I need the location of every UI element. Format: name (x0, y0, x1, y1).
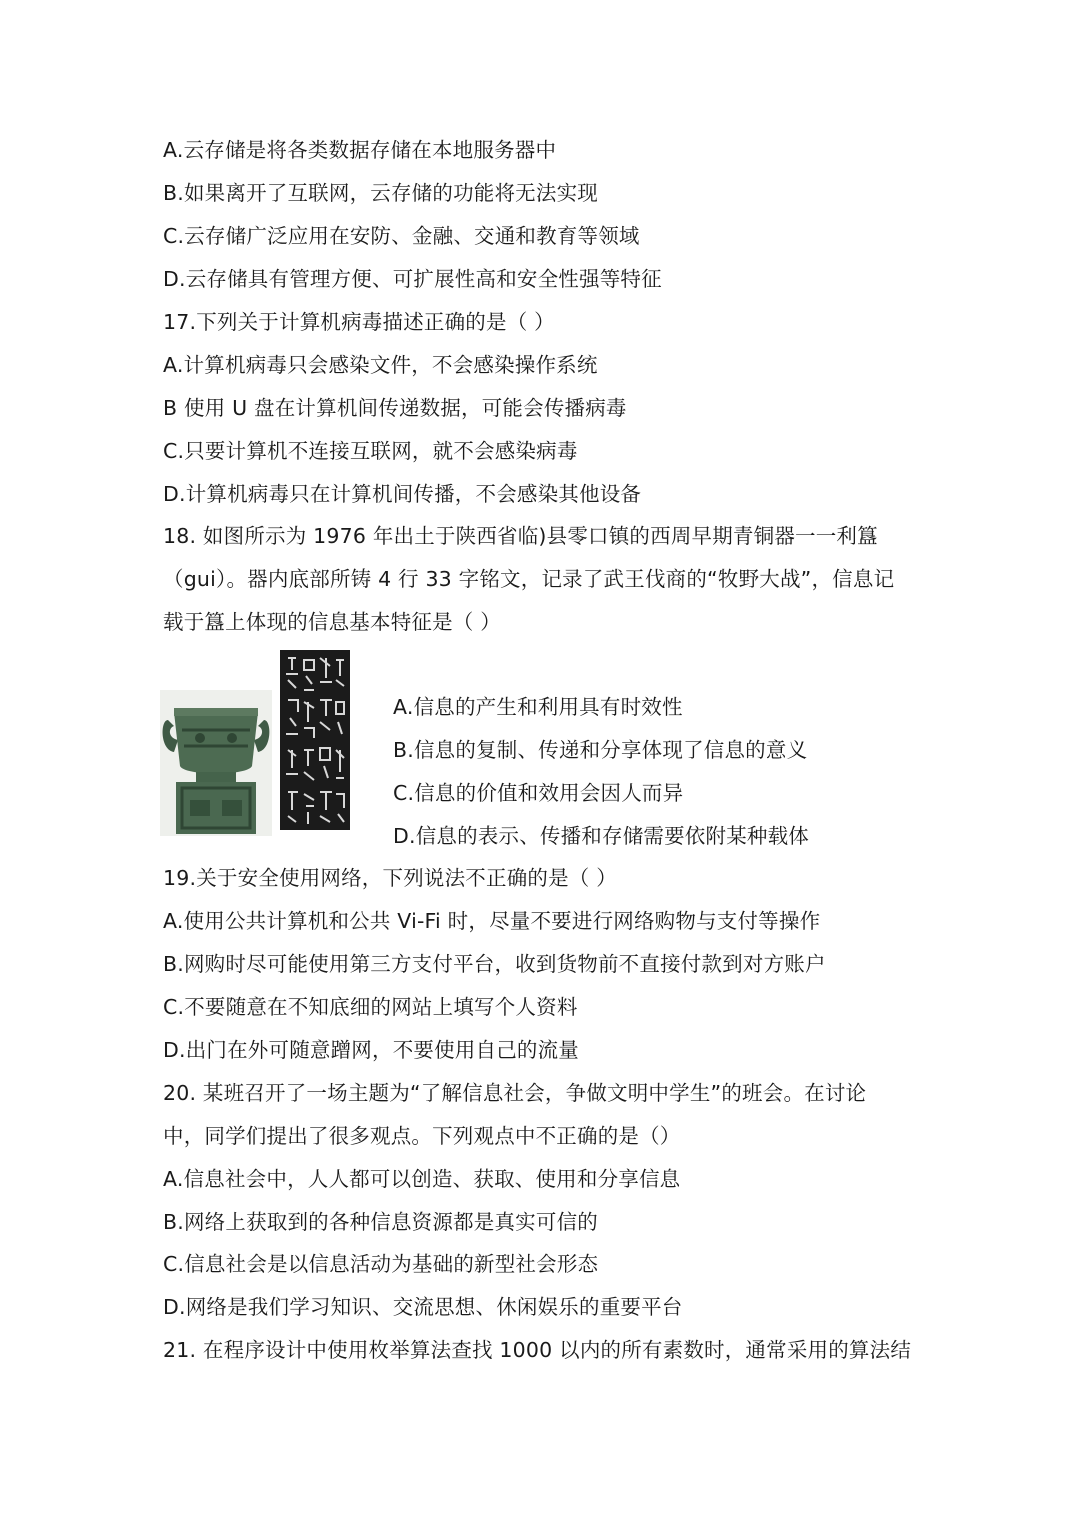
question-20-cont: 中，同学们提出了很多观点。下列观点中不正确的是（） (163, 1124, 681, 1148)
bronze-vessel-image (160, 690, 272, 836)
question-18: 18. 如图所示为 1976 年出土于陕西省临)县零口镇的西周早期青铜器一一利簋 (163, 524, 878, 548)
question-19: 19.关于安全使用网络，下列说法不正确的是（ ） (163, 866, 617, 890)
bronze-gui-figure (160, 650, 372, 836)
option-line: B 使用 U 盘在计算机间传递数据，可能会传播病毒 (163, 396, 627, 420)
option-line: C.不要随意在不知底细的网站上填写个人资料 (163, 995, 578, 1019)
option-line: A.信息的产生和利用具有时效性 (393, 695, 683, 719)
option-line: A.计算机病毒只会感染文件，不会感染操作系统 (163, 353, 598, 377)
option-line: B.网络上获取到的各种信息资源都是真实可信的 (163, 1210, 598, 1234)
option-line: A.使用公共计算机和公共 Vi-Fi 时，尽量不要进行网络购物与支付等操作 (163, 909, 821, 933)
inscription-rubbing-image (280, 650, 350, 830)
option-line: D.出门在外可随意蹭网，不要使用自己的流量 (163, 1038, 580, 1062)
option-line: C.云存储广泛应用在安防、金融、交通和教育等领域 (163, 224, 640, 248)
option-line: A.云存储是将各类数据存储在本地服务器中 (163, 138, 557, 162)
option-line: C.只要计算机不连接互联网，就不会感染病毒 (163, 439, 578, 463)
question-18-cont: （gui）。器内底部所铸 4 行 33 字铭文，记录了武王伐商的“牧野大战”，信息记 (163, 567, 895, 591)
option-line: D.网络是我们学习知识、交流思想、休闲娱乐的重要平台 (163, 1295, 683, 1319)
option-line: A.信息社会中，人人都可以创造、获取、使用和分享信息 (163, 1167, 681, 1191)
question-17: 17.下列关于计算机病毒描述正确的是（ ） (163, 310, 555, 334)
option-line: C.信息的价值和效用会因人而异 (393, 781, 684, 805)
option-line: C.信息社会是以信息活动为基础的新型社会形态 (163, 1252, 599, 1276)
option-line: B.网购时尽可能使用第三方支付平台，收到货物前不直接付款到对方账户 (163, 952, 826, 976)
question-20: 20. 某班召开了一场主题为“了解信息社会，争做文明中学生”的班会。在讨论 (163, 1081, 867, 1105)
question-18-cont: 载于簋上体现的信息基本特征是（ ） (163, 610, 501, 634)
option-line: B.如果离开了互联网，云存储的功能将无法实现 (163, 181, 598, 205)
option-line: D.云存储具有管理方便、可扩展性高和安全性强等特征 (163, 267, 662, 291)
option-line: B.信息的复制、传递和分享体现了信息的意义 (393, 738, 808, 762)
question-21: 21. 在程序设计中使用枚举算法查找 1000 以内的所有素数时，通常采用的算法结 (163, 1338, 912, 1362)
option-line: D.计算机病毒只在计算机间传播，不会感染其他设备 (163, 482, 642, 506)
option-line: D.信息的表示、传播和存储需要依附某种载体 (393, 824, 810, 848)
